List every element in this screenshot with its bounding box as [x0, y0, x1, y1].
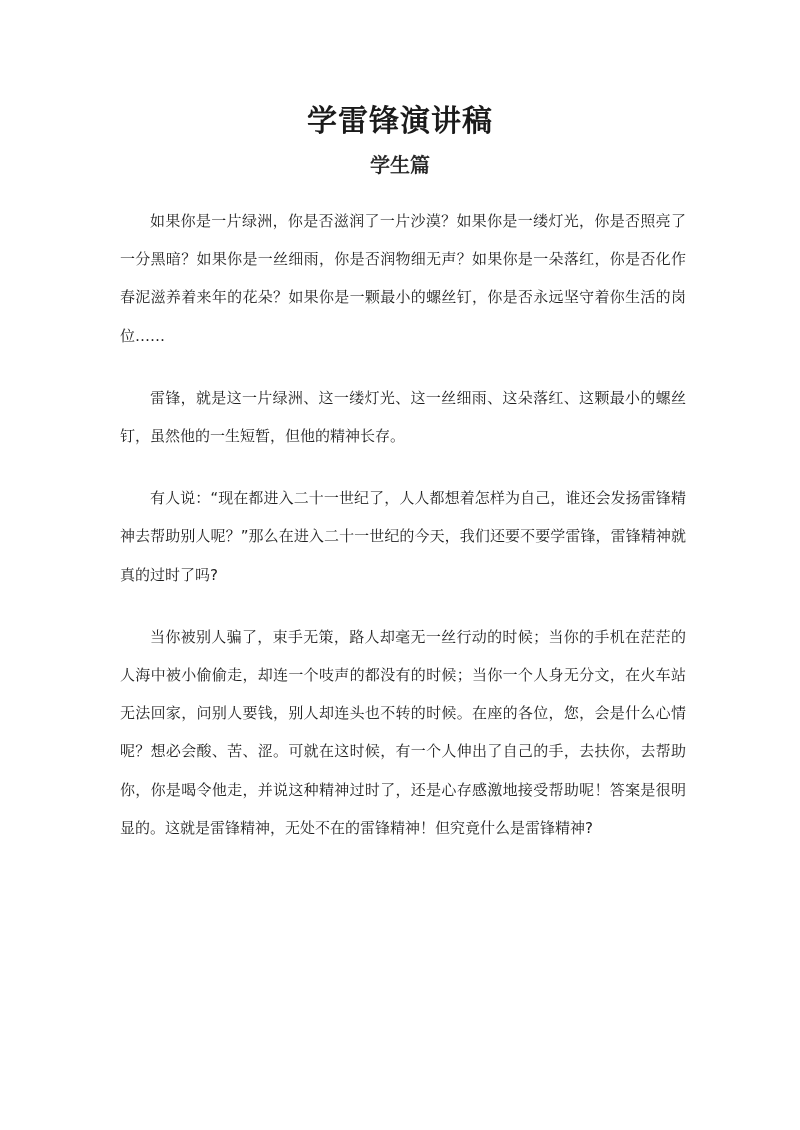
paragraph-3: 有人说：“现在都进入二十一世纪了，人人都想着怎样为自己，谁还会发扬雷锋精神去帮助别人呢？”那么在进入二十一世纪的今天，我们还要不要学雷锋，雷锋精神就真的过时了吗?: [120, 489, 686, 584]
paragraph-2: 雷锋，就是这一片绿洲、这一缕灯光、这一丝细雨、这朵落红、这颗最小的螺丝钉，虽然他的一生短暂，但他的精神长存。: [120, 388, 686, 446]
document-title: 学雷锋演讲稿: [307, 104, 493, 139]
paragraph-4: 当你被别人骗了，束手无策，路人却毫无一丝行动的时候；当你的手机在茫茫的人海中被小偷偷走，却连一个吱声的都没有的时候；当你一个人身无分文，在火车站无法回家，问别人要钱，别人却连头也不转的时候。在座的各位，您，会是什么心情呢？想必会酸、苦、涩。可就在这时候，有一个人伸出了自己的手，去扶你，去帮助你，你是喝令他走，并说这种精神过时了，还是心存感激地接受帮助呢！答案是很明显的。这就是雷锋精神，无处不在的雷锋精神！但究竟什么是雷锋精神?: [120, 627, 686, 837]
paragraph-1: 如果你是一片绿洲，你是否滋润了一片沙漠？如果你是一缕灯光，你是否照亮了一分黑暗？如果你是一丝细雨，你是否润物细无声？如果你是一朵落红，你是否化作春泥滋养着来年的花朵？如果你是一颗最小的螺丝钉，你是否永远坚守着你生活的岗位……: [120, 212, 686, 345]
document-subtitle: 学生篇: [370, 153, 430, 177]
document-body: [120, 202, 686, 871]
